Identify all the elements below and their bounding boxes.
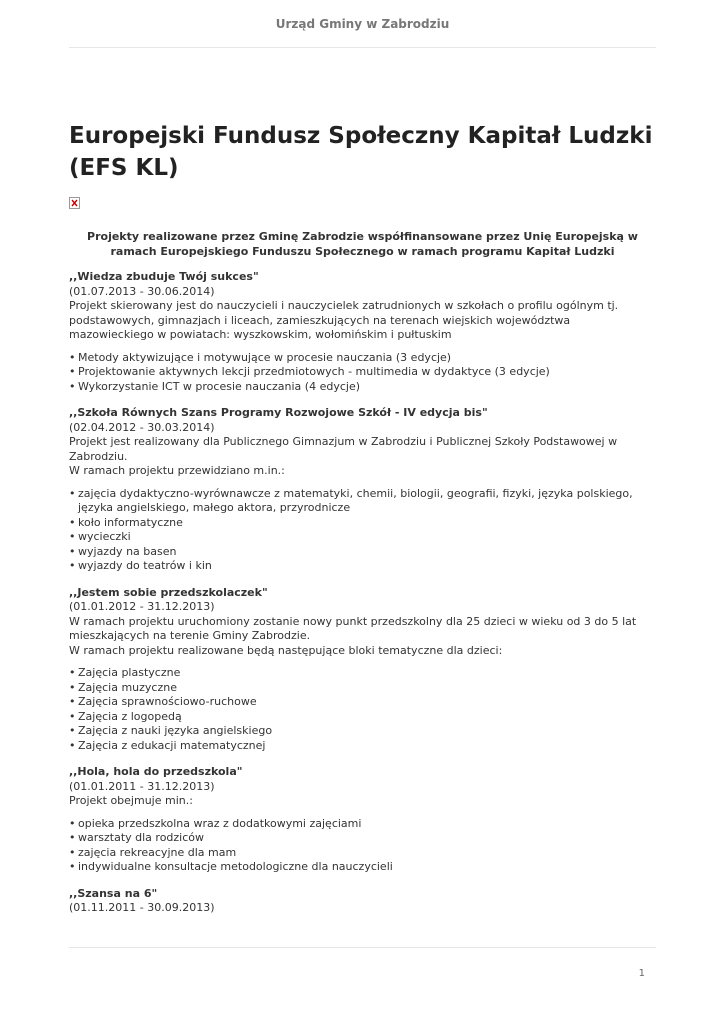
project-description: Projekt jest realizowany dla Publicznego Gimnazjum w Zabrodziu i Publicznej Szkoły Podstawowej w Zabrodziu. — [69, 435, 618, 463]
project-title: ,,Hola, hola do przedszkola" — [69, 765, 243, 778]
list-item: • Zajęcia plastyczne — [69, 666, 656, 681]
list-item: • Zajęcia z nauki języka angielskiego — [69, 724, 656, 739]
project-description: W ramach projektu przewidziano m.in.: — [69, 464, 285, 477]
project-section — [69, 887, 656, 916]
project-description: W ramach projektu realizowane będą następujące bloki tematyczne dla dzieci: — [69, 643, 503, 657]
project-title: ,,Jestem sobie przedszkolaczek" — [69, 585, 268, 599]
project-bullet-list — [69, 351, 656, 395]
project-dates: (01.01.2012 - 31.12.2013) — [69, 600, 215, 613]
project-dates: (01.07.2013 - 30.06.2014) — [69, 284, 215, 298]
list-item: • Zajęcia muzyczne — [69, 681, 656, 696]
list-item: • wyjazdy do teatrów i kin — [69, 559, 656, 574]
list-item: • zajęcia dydaktyczno-wyrównawcze z matematyki, chemii, biologii, geografii, fizyki, języka polskiego, języka angielskiego, małego aktora, przyrodnicze — [69, 487, 656, 516]
list-item: • warsztaty dla rodziców — [69, 831, 656, 846]
project-bullet-list — [69, 666, 656, 753]
list-item: • Projektowanie aktywnych lekcji przedmiotowych - multimedia w dydaktyce (3 edycje) — [69, 365, 656, 380]
project-title: ,,Szkoła Równych Szans Programy Rozwojowe Szkół - IV edycja bis" — [69, 406, 488, 419]
intro-text: Projekty realizowane przez Gminę Zabrodzie współfinansowane przez Unię Europejską w ramach Europejskiego Funduszu Społecznego w ramach programu Kapitał Ludzki — [87, 230, 638, 258]
list-item: • opieka przedszkolna wraz z dodatkowymi zajęciami — [69, 817, 656, 832]
header-divider — [69, 47, 656, 48]
document-body — [69, 120, 656, 916]
list-item: • indywidualne konsultacje metodologiczne dla nauczycieli — [69, 860, 656, 875]
broken-image-icon — [69, 197, 80, 209]
project-dates: (01.11.2011 - 30.09.2013) — [69, 901, 215, 914]
list-item: • Metody aktywizujące i motywujące w procesie nauczania (3 edycje) — [69, 351, 656, 366]
footer-divider — [69, 947, 656, 948]
list-item: • Zajęcia z edukacji matematycznej — [69, 739, 656, 754]
project-list — [69, 270, 656, 916]
list-item: • Zajęcia sprawnościowo-ruchowe — [69, 695, 656, 710]
page-title: Europejski Fundusz Społeczny Kapitał Ludzki (EFS KL) — [69, 123, 653, 181]
project-description: Projekt obejmuje min.: — [69, 794, 193, 807]
project-title: ,,Szansa na 6" — [69, 886, 158, 900]
page-number: 1 — [638, 968, 645, 979]
page-header: Urząd Gminy w Zabrodziu — [275, 17, 450, 31]
project-dates: (02.04.2012 - 30.03.2014) — [69, 420, 215, 434]
project-title: ,,Wiedza zbuduje Twój sukces" — [69, 270, 259, 283]
project-bullet-list — [69, 817, 656, 875]
list-item: • wycieczki — [69, 530, 656, 545]
project-section — [69, 270, 656, 394]
project-description: W ramach projektu uruchomiony zostanie nowy punkt przedszkolny dla 25 dzieci w wieku od 3 do 5 lat mieszkających na terenie Gminy Zabrodzie. — [69, 614, 637, 642]
list-item: • Zajęcia z logopedą — [69, 710, 656, 725]
project-section — [69, 586, 656, 754]
list-item: • Wykorzystanie ICT w procesie nauczania (4 edycje) — [69, 380, 656, 395]
list-item: • zajęcia rekreacyjne dla mam — [69, 846, 656, 861]
project-section — [69, 765, 656, 875]
list-item: • wyjazdy na basen — [69, 545, 656, 560]
list-item: • koło informatyczne — [69, 516, 656, 531]
project-dates: (01.01.2011 - 31.12.2013) — [69, 779, 215, 793]
project-section — [69, 406, 656, 574]
project-description: Projekt skierowany jest do nauczycieli i nauczycielek zatrudnionych w szkołach o profilu ogólnym tj. podstawowych, gimnazjach i liceach, zamieszkujących na terenach wiejskich województwa mazowieckiego w powiatach: wyszkowskim, wołomińskim i pułtuskim — [69, 299, 619, 341]
project-bullet-list — [69, 487, 656, 574]
